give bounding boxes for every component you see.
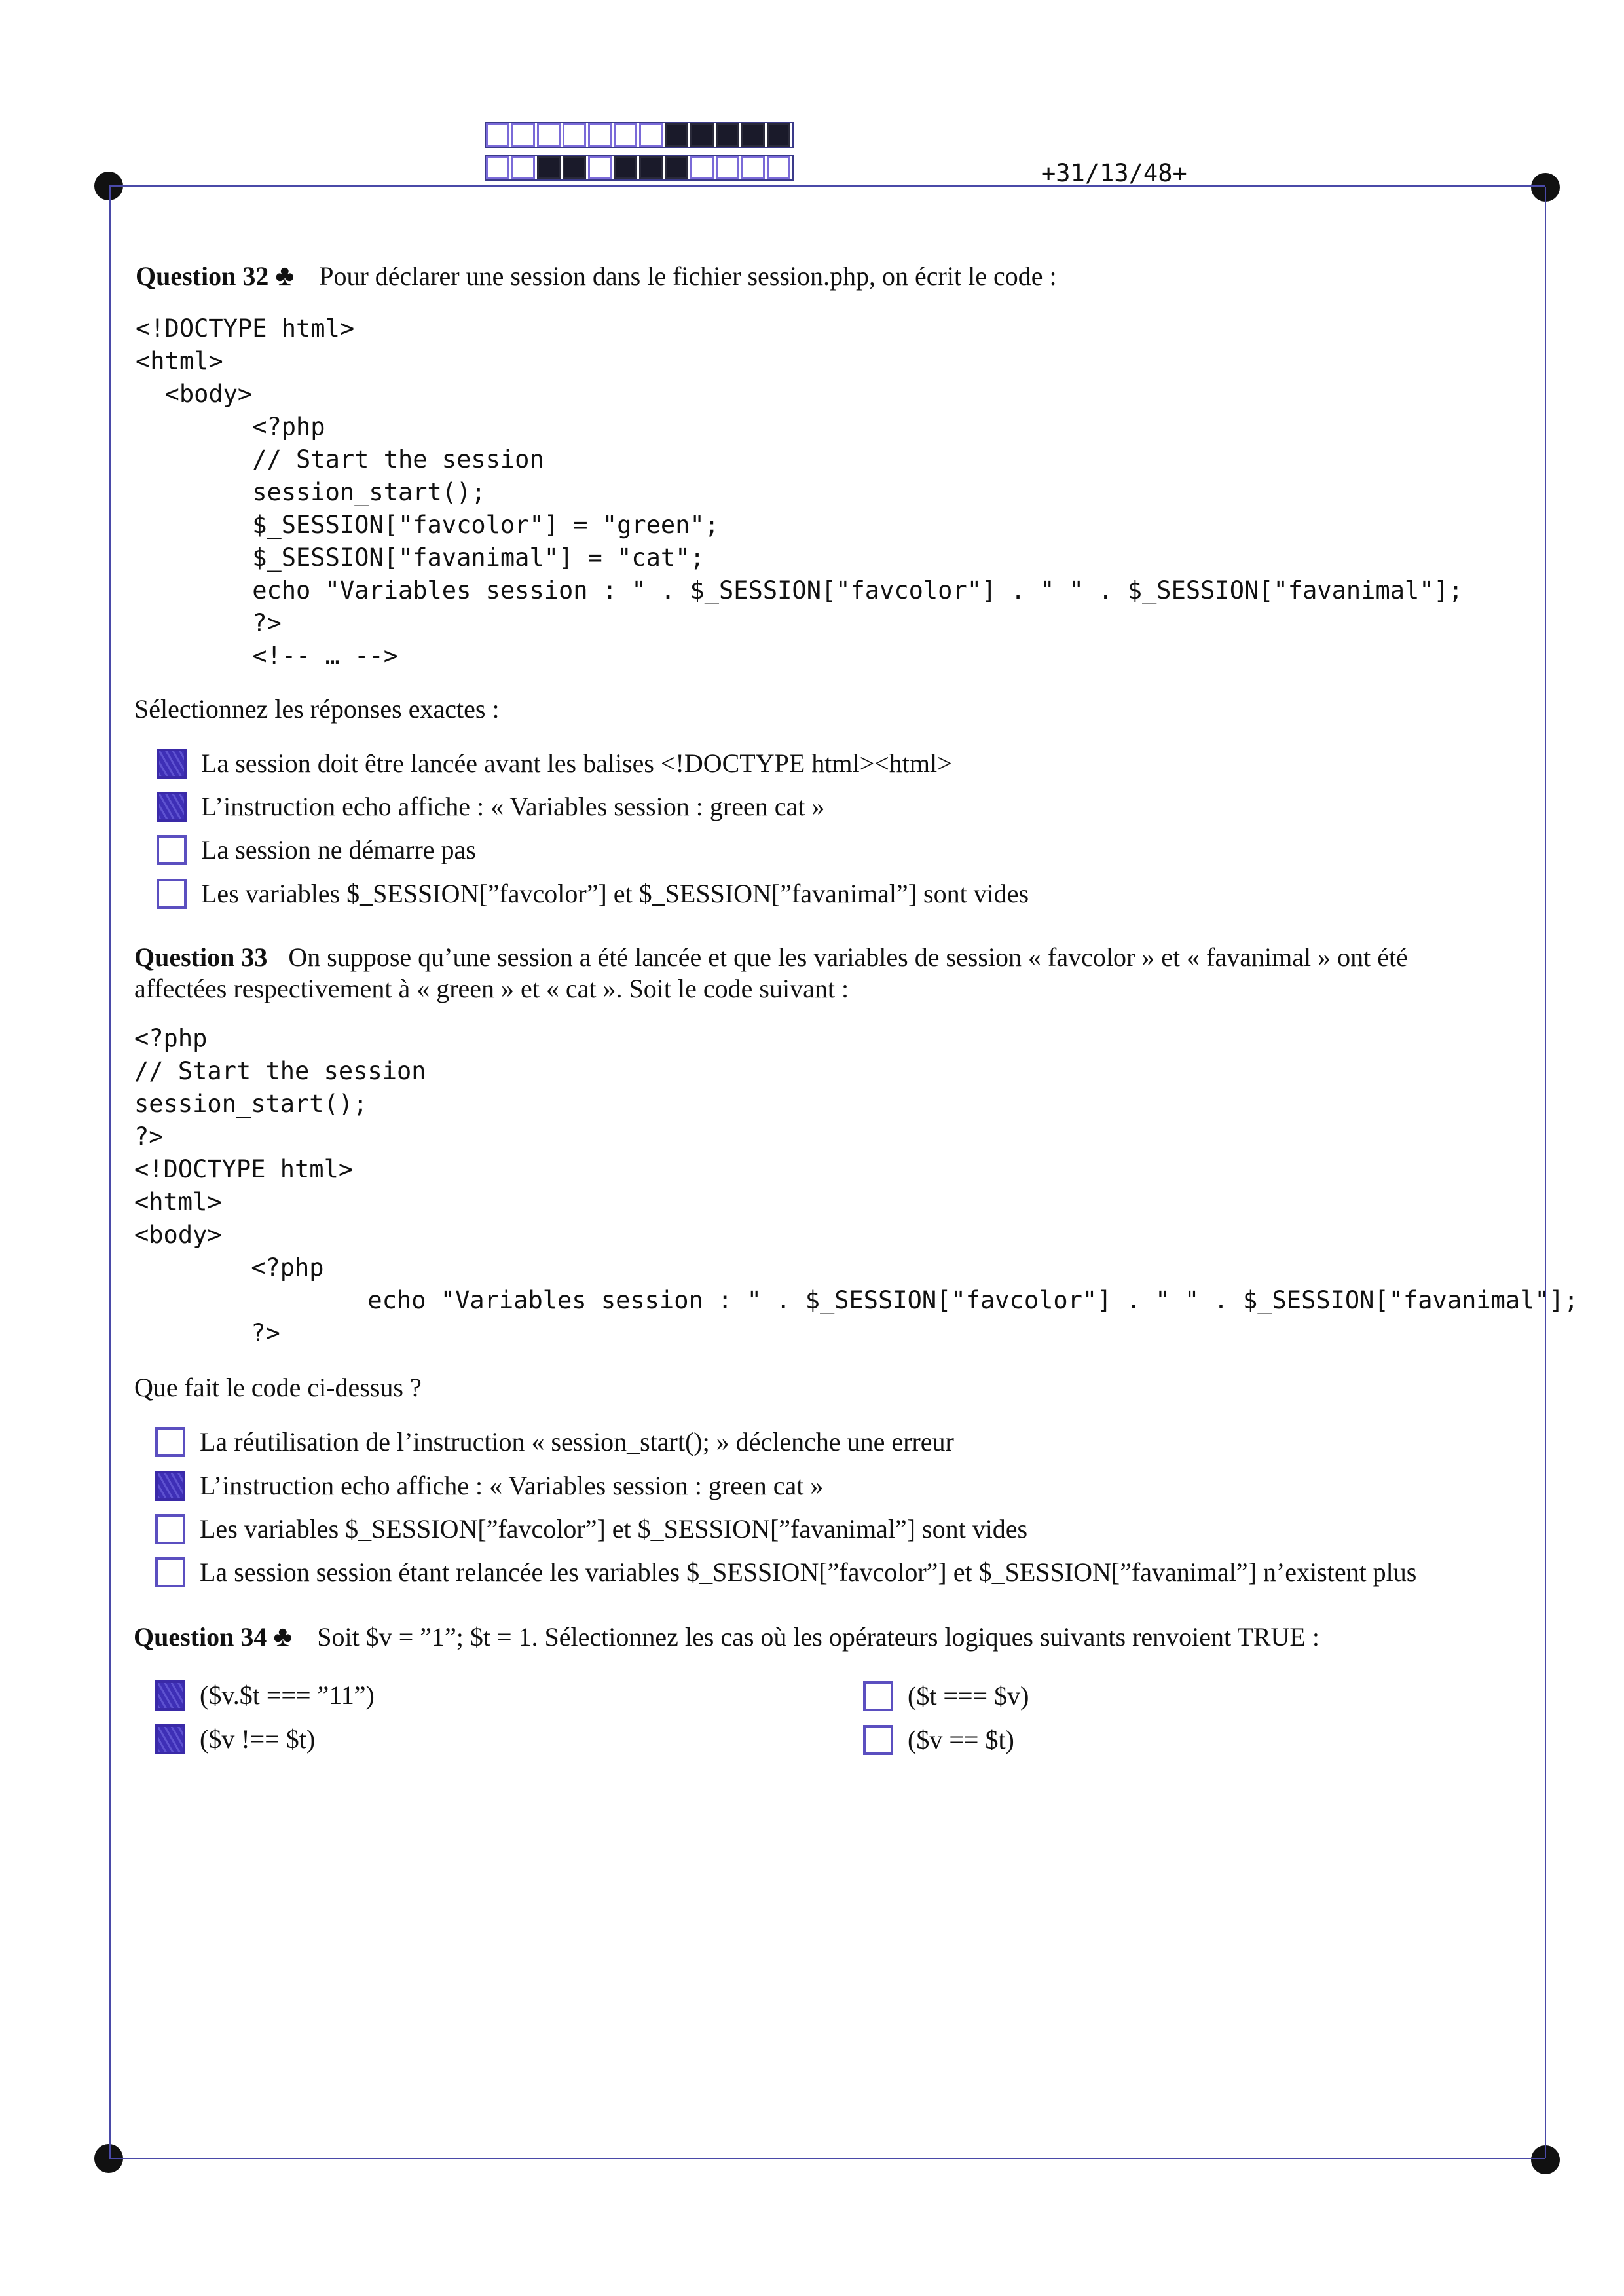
checkbox[interactable] <box>863 1681 893 1711</box>
club-icon: ♣ <box>273 1620 293 1652</box>
answer-option[interactable] <box>157 748 952 779</box>
page-id: +31/13/48+ <box>1041 159 1187 187</box>
answer-option[interactable] <box>157 878 1029 909</box>
checkbox-checked[interactable] <box>155 1471 185 1501</box>
checkbox[interactable] <box>863 1725 893 1755</box>
question-32-prompt: Pour déclarer une session dans le fichier session.php, on écrit le code : <box>319 261 1057 291</box>
question-33-code: <?php // Start the session session_start(); ?> <!DOCTYPE html> <html> <body> <?php echo "Variables session : " . $_SESSION["favcolor"] . " " . $_SESSION["favanimal"]; ?> <box>134 1024 1579 1347</box>
answer-text: ($v == $t) <box>908 1725 1014 1754</box>
question-34-label: Question 34 <box>134 1622 267 1652</box>
checkbox-checked[interactable] <box>157 749 187 779</box>
answer-option[interactable] <box>155 1470 823 1501</box>
question-32-code: <!DOCTYPE html> <html> <body> <?php // Start the session session_start(); $_SESSION["favcolor"] = "green"; $_SESSION["favanimal"] = "cat"; echo "Variables session : " . $_SESSION["favcolor"] . " " . $_SESSION["favanimal"]; ?> <!-- … --> <box>136 314 1464 670</box>
answer-text: ($v !== $t) <box>200 1724 316 1754</box>
answer-option[interactable] <box>155 1557 1416 1587</box>
checkbox-checked[interactable] <box>155 1724 185 1754</box>
checkbox[interactable] <box>155 1557 185 1587</box>
answer-option[interactable] <box>155 1513 1027 1544</box>
checkbox-checked[interactable] <box>157 792 187 822</box>
question-32-instruction: Sélectionnez les réponses exactes : <box>134 694 500 724</box>
question-33-label: Question 33 <box>134 942 268 972</box>
question-33-prompt-line2: affectées respectivement à « green » et « cat ». Soit le code suivant : <box>134 974 849 1003</box>
answer-text: La session session étant relancée les variables $_SESSION[”favcolor”] et $_SESSION[”favanimal”] n’existent plus <box>200 1557 1417 1587</box>
answer-text: L’instruction echo affiche : « Variables session : green cat » <box>201 792 825 821</box>
barcode-row-2 <box>485 155 794 181</box>
frame-bottom <box>109 2158 1545 2159</box>
answer-option[interactable] <box>155 1426 954 1457</box>
answer-text: ($t === $v) <box>908 1681 1029 1711</box>
answer-text: Les variables $_SESSION[”favcolor”] et $_SESSION[”favanimal”] sont vides <box>200 1514 1028 1544</box>
question-32-header <box>136 260 1057 292</box>
answer-option[interactable] <box>157 834 476 865</box>
answer-option[interactable] <box>155 1724 315 1754</box>
frame-left <box>109 186 111 2158</box>
checkbox[interactable] <box>155 1514 185 1544</box>
barcode-row-1 <box>485 122 794 148</box>
answer-text: Les variables $_SESSION[”favcolor”] et $_SESSION[”favanimal”] sont vides <box>201 879 1029 908</box>
checkbox[interactable] <box>157 879 187 909</box>
frame-top <box>109 185 1545 187</box>
question-33-prompt: On suppose qu’une session a été lancée et que les variables de session « favcolor » et « favanimal » ont été <box>288 942 1408 972</box>
answer-text: La réutilisation de l’instruction « session_start(); » déclenche une erreur <box>200 1427 954 1456</box>
question-33-header <box>134 942 1408 973</box>
answer-text: ($v.$t === ”11”) <box>200 1680 375 1710</box>
answer-option[interactable] <box>863 1680 1029 1711</box>
answer-option[interactable] <box>155 1680 375 1711</box>
checkbox-checked[interactable] <box>155 1680 185 1711</box>
question-33-instruction: Que fait le code ci-dessus ? <box>134 1373 422 1402</box>
checkbox[interactable] <box>157 835 187 865</box>
question-32-label: Question 32 <box>136 261 269 291</box>
answer-text: L’instruction echo affiche : « Variables session : green cat » <box>200 1471 824 1500</box>
answer-text: La session doit être lancée avant les balises <!DOCTYPE html><html> <box>201 749 952 778</box>
answer-option[interactable] <box>157 791 824 822</box>
club-icon: ♣ <box>275 259 295 291</box>
answer-text: La session ne démarre pas <box>201 835 476 864</box>
question-34-header <box>134 1621 1320 1653</box>
checkbox[interactable] <box>155 1427 185 1457</box>
answer-option[interactable] <box>863 1724 1014 1755</box>
question-34-prompt: Soit $v = ”1”; $t = 1. Sélectionnez les cas où les opérateurs logiques suivants renvoient TRUE : <box>317 1622 1320 1652</box>
